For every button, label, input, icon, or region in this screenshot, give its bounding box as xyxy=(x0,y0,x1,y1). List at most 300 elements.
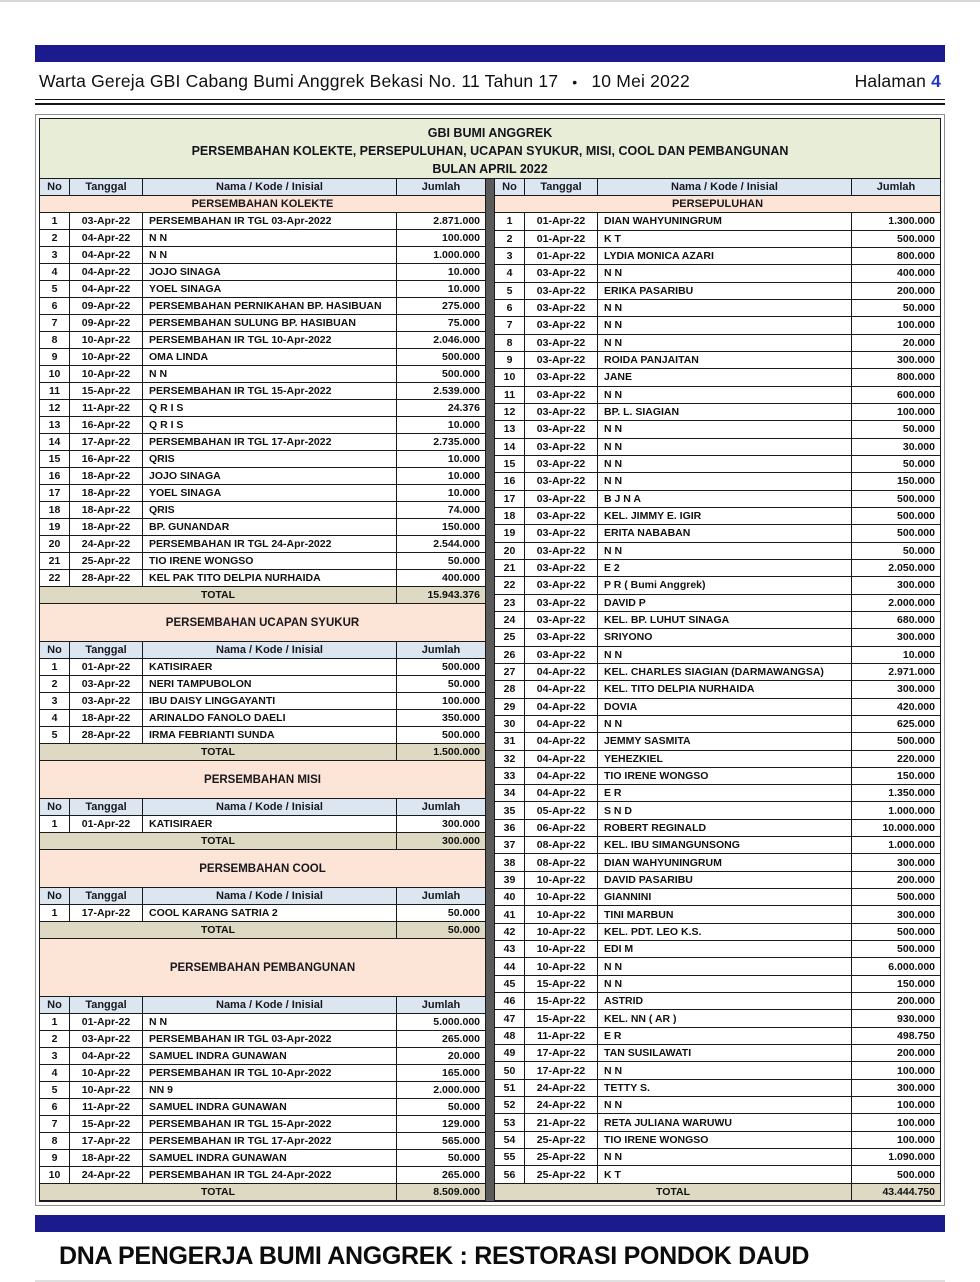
row-amount: 500.000 xyxy=(897,492,935,505)
table-row xyxy=(40,434,485,451)
row-amount: 2.046.000 xyxy=(433,334,480,346)
row-name: YOEL SINAGA xyxy=(143,485,397,501)
row-name: NERI TAMPUBOLON xyxy=(143,676,397,692)
row-name: E R xyxy=(598,1028,852,1044)
row-name: K T xyxy=(598,1166,852,1182)
row-amount: 500.000 xyxy=(442,729,480,741)
row-name: JEMMY SASMITA xyxy=(598,733,852,749)
row-name: N N xyxy=(598,317,852,333)
section-title-band: PERSEMBAHAN UCAPAN SYUKUR xyxy=(40,604,485,642)
section-title-band: PERSEPULUHAN xyxy=(495,196,940,213)
row-no: 45 xyxy=(495,976,525,992)
row-no: 4 xyxy=(40,710,70,726)
table-row xyxy=(40,676,485,693)
row-amount: 100.000 xyxy=(897,406,935,419)
row-amount: 100.000 xyxy=(897,1133,935,1146)
row-no: 49 xyxy=(495,1045,525,1061)
row-amount: 200.000 xyxy=(897,1047,935,1060)
row-amount: 50.000 xyxy=(902,302,935,315)
row-name: RETA JULIANA WARUWU xyxy=(598,1114,852,1130)
row-date: 10-Apr-22 xyxy=(70,1082,143,1098)
row-name: B J N A xyxy=(598,491,852,507)
row-date: 01-Apr-22 xyxy=(70,659,143,675)
row-no: 43 xyxy=(495,941,525,957)
row-amount: 74.000 xyxy=(447,504,480,516)
row-no: 5 xyxy=(40,1082,70,1098)
table-grid-frame xyxy=(39,118,941,1202)
row-no: 1 xyxy=(40,1014,70,1030)
row-no: 12 xyxy=(40,400,70,416)
row-name: COOL KARANG SATRIA 2 xyxy=(143,905,397,921)
col-header-jumlah: Jumlah xyxy=(421,999,461,1011)
col-header-jumlah: Jumlah xyxy=(876,181,916,194)
column-header-row xyxy=(40,799,485,816)
row-no: 6 xyxy=(40,298,70,314)
table-row xyxy=(495,837,940,854)
column-header-row xyxy=(40,179,485,196)
row-name: SAMUEL INDRA GUNAWAN xyxy=(143,1048,397,1064)
left-column xyxy=(40,179,485,1201)
table-row xyxy=(495,889,940,906)
row-no: 25 xyxy=(495,629,525,645)
row-date: 15-Apr-22 xyxy=(525,976,598,992)
row-date: 06-Apr-22 xyxy=(525,820,598,836)
table-row xyxy=(495,1149,940,1166)
row-name: JOJO SINAGA xyxy=(143,264,397,280)
row-amount: 400.000 xyxy=(897,267,935,280)
col-header-tanggal: Tanggal xyxy=(70,888,143,904)
table-row xyxy=(40,693,485,710)
total-label: TOTAL xyxy=(40,1184,397,1200)
bottom-divider-bar xyxy=(35,1215,945,1232)
total-label: TOTAL xyxy=(495,1184,852,1200)
row-date: 01-Apr-22 xyxy=(525,248,598,264)
row-amount: 500.000 xyxy=(897,510,935,523)
row-no: 5 xyxy=(495,283,525,299)
row-amount: 50.000 xyxy=(447,1101,480,1113)
table-row xyxy=(40,468,485,485)
total-label: TOTAL xyxy=(40,744,397,760)
col-header-nama: Nama / Kode / Inisial xyxy=(143,642,397,658)
row-amount: 150.000 xyxy=(897,769,935,782)
row-name: S N D xyxy=(598,802,852,818)
row-date: 03-Apr-22 xyxy=(525,456,598,472)
row-no: 1 xyxy=(40,905,70,921)
row-name: N N xyxy=(598,647,852,663)
row-amount: 200.000 xyxy=(897,873,935,886)
row-name: KATISIRAER xyxy=(143,659,397,675)
row-date: 08-Apr-22 xyxy=(525,854,598,870)
row-name: PERSEMBAHAN IR TGL 24-Apr-2022 xyxy=(143,1167,397,1183)
row-no: 42 xyxy=(495,924,525,940)
row-amount: 680.000 xyxy=(897,614,935,627)
table-persembahan-misi xyxy=(40,761,485,850)
col-header-no: No xyxy=(40,888,70,904)
row-amount: 1.000.000 xyxy=(433,249,480,261)
table-row xyxy=(495,1045,940,1062)
row-name: TINI MARBUN xyxy=(598,906,852,922)
row-name: TIO IRENE WONGSO xyxy=(598,768,852,784)
row-amount: 10.000 xyxy=(447,470,480,482)
row-date: 03-Apr-22 xyxy=(525,283,598,299)
row-no: 13 xyxy=(495,421,525,437)
row-date: 28-Apr-22 xyxy=(70,570,143,586)
table-row xyxy=(495,699,940,716)
table-row xyxy=(495,941,940,958)
col-header-jumlah: Jumlah xyxy=(421,801,461,813)
row-date: 18-Apr-22 xyxy=(70,502,143,518)
row-name: PERSEMBAHAN IR TGL 15-Apr-2022 xyxy=(143,383,397,399)
row-amount: 2.971.000 xyxy=(888,666,935,679)
row-date: 18-Apr-22 xyxy=(70,710,143,726)
row-name: N N xyxy=(598,456,852,472)
column-header-row xyxy=(40,888,485,905)
table-row xyxy=(40,727,485,744)
row-name: ARINALDO FANOLO DAELI xyxy=(143,710,397,726)
row-date: 03-Apr-22 xyxy=(525,560,598,576)
row-date: 17-Apr-22 xyxy=(525,1045,598,1061)
row-amount: 300.000 xyxy=(897,1081,935,1094)
row-name: P R ( Bumi Anggrek) xyxy=(598,577,852,593)
table-row xyxy=(40,1116,485,1133)
row-date: 10-Apr-22 xyxy=(70,349,143,365)
row-no: 22 xyxy=(40,570,70,586)
col-header-no: No xyxy=(40,997,70,1013)
col-header-no: No xyxy=(495,179,525,195)
col-header-no: No xyxy=(40,642,70,658)
row-no: 53 xyxy=(495,1114,525,1130)
row-amount: 30.000 xyxy=(902,440,935,453)
row-amount: 300.000 xyxy=(897,856,935,869)
row-no: 3 xyxy=(40,1048,70,1064)
row-name: TIO IRENE WONGSO xyxy=(598,1132,852,1148)
row-date: 17-Apr-22 xyxy=(525,1062,598,1078)
table-row xyxy=(40,485,485,502)
row-date: 10-Apr-22 xyxy=(525,872,598,888)
table-row xyxy=(495,543,940,560)
row-date: 24-Apr-22 xyxy=(525,1097,598,1113)
row-date: 11-Apr-22 xyxy=(70,400,143,416)
row-date: 04-Apr-22 xyxy=(525,768,598,784)
table-row xyxy=(495,317,940,334)
column-header-row xyxy=(495,179,940,196)
table-persembahan-ucapan-syukur xyxy=(40,604,485,761)
row-amount: 10.000 xyxy=(447,283,480,295)
total-amount: 50.000 xyxy=(447,924,480,936)
row-amount: 930.000 xyxy=(897,1012,935,1025)
row-date: 04-Apr-22 xyxy=(70,230,143,246)
row-name: SRIYONO xyxy=(598,629,852,645)
row-name: DIAN WAHYUNINGRUM xyxy=(598,854,852,870)
col-header-jumlah: Jumlah xyxy=(421,890,461,902)
row-no: 21 xyxy=(495,560,525,576)
row-date: 03-Apr-22 xyxy=(525,387,598,403)
report-title-block xyxy=(40,119,940,179)
table-row xyxy=(40,281,485,298)
total-label: TOTAL xyxy=(40,833,397,849)
row-amount: 50.000 xyxy=(447,907,480,919)
row-no: 29 xyxy=(495,699,525,715)
table-row xyxy=(495,820,940,837)
row-no: 54 xyxy=(495,1132,525,1148)
table-row xyxy=(495,1166,940,1183)
row-amount: 100.000 xyxy=(897,1064,935,1077)
table-row xyxy=(495,560,940,577)
row-amount: 100.000 xyxy=(897,1116,935,1129)
row-name: TETTY S. xyxy=(598,1080,852,1096)
row-no: 41 xyxy=(495,906,525,922)
right-column xyxy=(495,179,940,1201)
row-name: N N xyxy=(598,335,852,351)
col-header-nama: Nama / Kode / Inisial xyxy=(143,179,397,195)
row-date: 03-Apr-22 xyxy=(525,439,598,455)
row-name: E 2 xyxy=(598,560,852,576)
table-row xyxy=(40,570,485,587)
row-name: EDI M xyxy=(598,941,852,957)
row-date: 03-Apr-22 xyxy=(70,213,143,229)
row-date: 03-Apr-22 xyxy=(525,404,598,420)
row-amount: 350.000 xyxy=(442,712,480,724)
total-amount: 15.943.376 xyxy=(427,589,480,601)
row-amount: 220.000 xyxy=(897,752,935,765)
col-header-tanggal: Tanggal xyxy=(70,642,143,658)
row-no: 21 xyxy=(40,553,70,569)
row-no: 27 xyxy=(495,664,525,680)
table-row xyxy=(40,1014,485,1031)
col-header-nama: Nama / Kode / Inisial xyxy=(143,799,397,815)
row-name: KEL. TITO DELPIA NURHAIDA xyxy=(598,681,852,697)
row-name: Q R I S xyxy=(143,417,397,433)
row-date: 04-Apr-22 xyxy=(525,733,598,749)
row-no: 2 xyxy=(495,231,525,247)
row-name: QRIS xyxy=(143,451,397,467)
row-date: 04-Apr-22 xyxy=(525,681,598,697)
newsletter-title: Warta Gereja GBI Cabang Bumi Anggrek Bekasi No. 11 Tahun 17 xyxy=(39,71,559,91)
row-date: 25-Apr-22 xyxy=(70,553,143,569)
row-amount: 500.000 xyxy=(897,232,935,245)
row-name: E R xyxy=(598,785,852,801)
row-date: 10-Apr-22 xyxy=(70,366,143,382)
row-amount: 100.000 xyxy=(897,1099,935,1112)
table-columns xyxy=(40,179,940,1201)
row-name: KEL. BP. LUHUT SINAGA xyxy=(598,612,852,628)
row-name: ASTRID xyxy=(598,993,852,1009)
table-row xyxy=(40,315,485,332)
row-name: QRIS xyxy=(143,502,397,518)
report-title: PERSEMBAHAN KOLEKTE, PERSEPULUHAN, UCAPAN SYUKUR, MISI, COOL DAN PEMBANGUNAN xyxy=(191,144,789,158)
table-row xyxy=(40,1099,485,1116)
row-date: 03-Apr-22 xyxy=(525,317,598,333)
row-no: 55 xyxy=(495,1149,525,1165)
row-name: IRMA FEBRIANTI SUNDA xyxy=(143,727,397,743)
row-date: 03-Apr-22 xyxy=(525,335,598,351)
row-amount: 1.000.000 xyxy=(888,839,935,852)
row-name: TAN SUSILAWATI xyxy=(598,1045,852,1061)
total-label: TOTAL xyxy=(40,922,397,938)
row-name: PERSEMBAHAN IR TGL 17-Apr-2022 xyxy=(143,434,397,450)
row-amount: 50.000 xyxy=(902,544,935,557)
row-no: 20 xyxy=(40,536,70,552)
row-date: 18-Apr-22 xyxy=(70,1150,143,1166)
row-amount: 265.000 xyxy=(442,1169,480,1181)
table-row xyxy=(40,213,485,230)
row-amount: 5.000.000 xyxy=(433,1016,480,1028)
row-name: SAMUEL INDRA GUNAWAN xyxy=(143,1099,397,1115)
row-no: 16 xyxy=(40,468,70,484)
row-no: 47 xyxy=(495,1010,525,1026)
table-row xyxy=(40,383,485,400)
table-row xyxy=(40,816,485,833)
row-amount: 2.871.000 xyxy=(433,215,480,227)
total-label: TOTAL xyxy=(40,587,397,603)
row-name: N N xyxy=(598,1062,852,1078)
row-date: 03-Apr-22 xyxy=(525,508,598,524)
row-amount: 300.000 xyxy=(442,818,480,830)
row-date: 04-Apr-22 xyxy=(70,247,143,263)
row-name: N N xyxy=(143,1014,397,1030)
row-amount: 800.000 xyxy=(897,250,935,263)
church-name: GBI BUMI ANGGREK xyxy=(427,126,553,140)
row-amount: 600.000 xyxy=(897,388,935,401)
row-date: 04-Apr-22 xyxy=(70,281,143,297)
row-amount: 50.000 xyxy=(447,1152,480,1164)
table-row xyxy=(495,387,940,404)
row-amount: 100.000 xyxy=(442,695,480,707)
row-name: KEL. PDT. LEO K.S. xyxy=(598,924,852,940)
masthead xyxy=(35,62,945,99)
row-amount: 50.000 xyxy=(902,458,935,471)
row-amount: 2.539.000 xyxy=(433,385,480,397)
section-title-band: PERSEMBAHAN KOLEKTE xyxy=(40,196,485,213)
row-amount: 500.000 xyxy=(897,925,935,938)
row-date: 24-Apr-22 xyxy=(525,1080,598,1096)
row-amount: 300.000 xyxy=(897,354,935,367)
row-date: 03-Apr-22 xyxy=(525,595,598,611)
row-no: 48 xyxy=(495,1028,525,1044)
col-header-tanggal: Tanggal xyxy=(70,799,143,815)
row-name: OMA LINDA xyxy=(143,349,397,365)
table-row xyxy=(40,417,485,434)
row-date: 03-Apr-22 xyxy=(525,265,598,281)
row-date: 04-Apr-22 xyxy=(70,264,143,280)
row-amount: 2.000.000 xyxy=(433,1084,480,1096)
table-row xyxy=(495,335,940,352)
table-row xyxy=(495,993,940,1010)
table-row xyxy=(495,1080,940,1097)
row-date: 03-Apr-22 xyxy=(525,473,598,489)
row-date: 21-Apr-22 xyxy=(525,1114,598,1130)
row-name: KEL. IBU SIMANGUNSONG xyxy=(598,837,852,853)
row-no: 1 xyxy=(40,816,70,832)
table-row xyxy=(40,1031,485,1048)
table-row xyxy=(40,710,485,727)
row-date: 04-Apr-22 xyxy=(525,664,598,680)
table-persepuluhan xyxy=(495,179,940,1201)
row-date: 17-Apr-22 xyxy=(70,434,143,450)
row-date: 10-Apr-22 xyxy=(525,889,598,905)
row-no: 14 xyxy=(495,439,525,455)
row-no: 50 xyxy=(495,1062,525,1078)
row-no: 56 xyxy=(495,1166,525,1182)
row-no: 9 xyxy=(495,352,525,368)
row-no: 1 xyxy=(495,213,525,229)
row-no: 7 xyxy=(495,317,525,333)
row-amount: 150.000 xyxy=(897,977,935,990)
total-amount: 8.509.000 xyxy=(433,1186,480,1198)
table-row xyxy=(495,300,940,317)
row-no: 28 xyxy=(495,681,525,697)
row-no: 2 xyxy=(40,1031,70,1047)
row-name: PERSEMBAHAN IR TGL 15-Apr-2022 xyxy=(143,1116,397,1132)
row-date: 10-Apr-22 xyxy=(525,906,598,922)
table-row xyxy=(495,664,940,681)
row-name: JOJO SINAGA xyxy=(143,468,397,484)
table-row xyxy=(495,751,940,768)
row-date: 01-Apr-22 xyxy=(525,213,598,229)
total-amount: 43.444.750 xyxy=(882,1185,935,1198)
row-amount: 300.000 xyxy=(897,579,935,592)
table-row xyxy=(495,612,940,629)
total-amount: 1.500.000 xyxy=(433,746,480,758)
row-amount: 625.000 xyxy=(897,718,935,730)
table-row xyxy=(495,1062,940,1079)
row-amount: 2.000.000 xyxy=(888,596,935,609)
table-persembahan-cool xyxy=(40,850,485,939)
row-date: 03-Apr-22 xyxy=(70,676,143,692)
page-number: 4 xyxy=(931,71,941,91)
row-amount: 2.735.000 xyxy=(433,436,480,448)
table-row xyxy=(495,872,940,889)
row-name: N N xyxy=(598,265,852,281)
row-name: LYDIA MONICA AZARI xyxy=(598,248,852,264)
row-no: 34 xyxy=(495,785,525,801)
col-header-tanggal: Tanggal xyxy=(70,179,143,195)
row-date: 10-Apr-22 xyxy=(525,958,598,974)
row-no: 1 xyxy=(40,659,70,675)
table-persembahan-pembangunan xyxy=(40,939,485,1201)
row-name: N N xyxy=(598,976,852,992)
row-no: 38 xyxy=(495,854,525,870)
row-name: IBU DAISY LINGGAYANTI xyxy=(143,693,397,709)
bullet-separator: • xyxy=(572,74,578,90)
row-no: 18 xyxy=(495,508,525,524)
page-label: Halaman xyxy=(854,71,926,91)
row-name: BP. L. SIAGIAN xyxy=(598,404,852,420)
col-header-no: No xyxy=(40,799,70,815)
row-date: 03-Apr-22 xyxy=(525,300,598,316)
row-amount: 165.000 xyxy=(442,1067,480,1079)
table-row xyxy=(495,231,940,248)
row-amount: 150.000 xyxy=(897,475,935,488)
row-no: 9 xyxy=(40,1150,70,1166)
table-row xyxy=(495,508,940,525)
row-name: ROIDA PANJAITAN xyxy=(598,352,852,368)
row-name: PERSEMBAHAN SULUNG BP. HASIBUAN xyxy=(143,315,397,331)
row-no: 4 xyxy=(495,265,525,281)
table-row xyxy=(40,502,485,519)
row-no: 5 xyxy=(40,281,70,297)
row-date: 03-Apr-22 xyxy=(525,369,598,385)
row-name: SAMUEL INDRA GUNAWAN xyxy=(143,1150,397,1166)
total-row xyxy=(40,922,485,939)
row-name: YOEL SINAGA xyxy=(143,281,397,297)
table-row xyxy=(40,264,485,281)
row-amount: 10.000 xyxy=(447,266,480,278)
row-date: 04-Apr-22 xyxy=(525,785,598,801)
table-row xyxy=(40,905,485,922)
newsletter-page xyxy=(35,45,945,1282)
row-no: 7 xyxy=(40,1116,70,1132)
